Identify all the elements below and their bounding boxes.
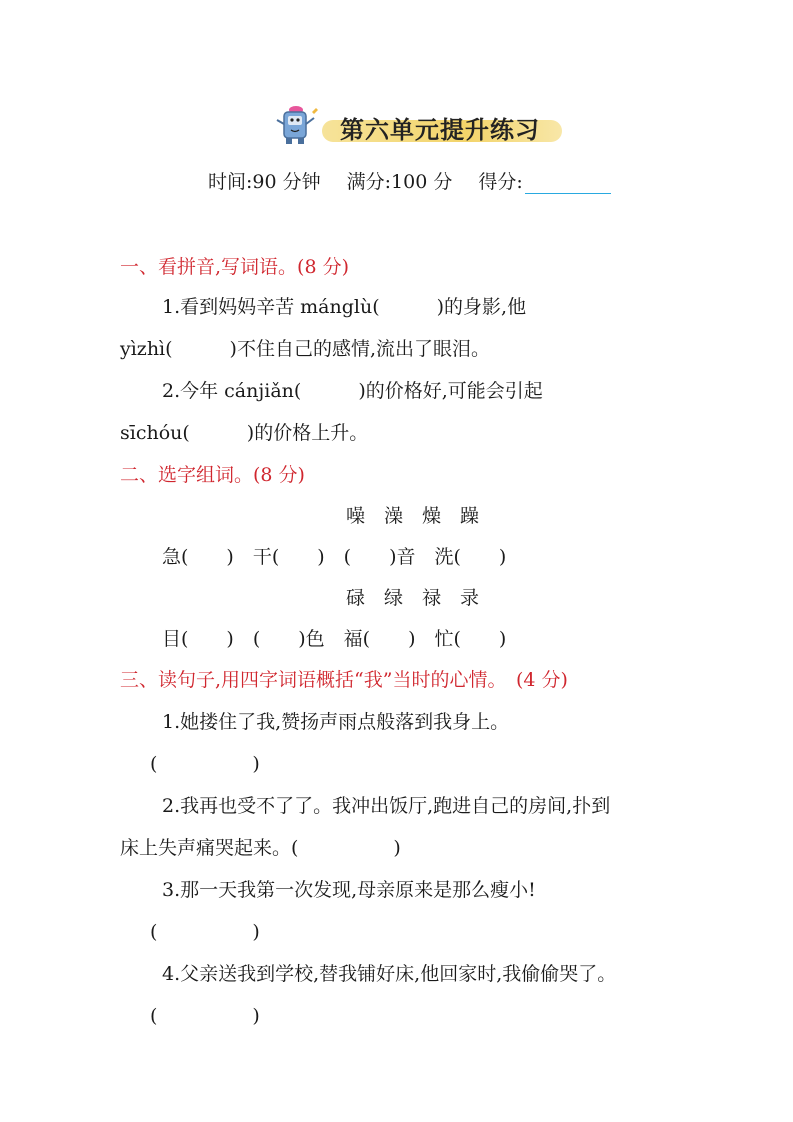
s3-sentence-2a: 2.我再也受不了了。我冲出饭厅,跑进自己的房间,扑到 <box>162 795 611 817</box>
s2-word-line-2: 目( ) ( )色 福( ) 忙( ) <box>162 628 507 650</box>
s3-sentence-4: 4.父亲送我到学校,替我铺好床,他回家时,我偷偷哭了。 <box>162 963 617 985</box>
s3-sentence-3: 3.那一天我第一次发现,母亲原来是那么瘦小! <box>162 879 536 901</box>
score-label: 得分: <box>478 171 523 193</box>
score-blank[interactable] <box>525 173 611 194</box>
meta-line <box>208 170 611 194</box>
title-banner <box>272 104 564 148</box>
time-label: 时间:90 分钟 <box>208 171 321 193</box>
s2-char-group-2: 碌 绿 禄 录 <box>346 587 480 609</box>
s1-line-1: 1.看到妈妈辛苦 mánglù( )的身影,他 <box>162 296 527 318</box>
section-2-heading: 二、选字组词。(8 分) <box>120 464 305 486</box>
s1-line-2: yìzhì( )不住自己的感情,流出了眼泪。 <box>120 338 490 360</box>
page-title: 第六单元提升练习 <box>340 115 540 144</box>
s1-line-4: sīchóu( )的价格上升。 <box>120 422 369 444</box>
s3-sentence-2b: 床上失声痛哭起来。( ) <box>120 837 401 859</box>
s1-line-3: 2.今年 cánjiǎn( )的价格好,可能会引起 <box>162 380 543 402</box>
s2-char-group-1: 噪 澡 燥 躁 <box>346 505 480 527</box>
s3-answer-3[interactable]: ( ) <box>150 921 260 943</box>
s2-word-line-1: 急( ) 干( ) ( )音 洗( ) <box>162 546 507 568</box>
section-1-heading: 一、看拼音,写词语。(8 分) <box>120 256 349 278</box>
s3-sentence-1: 1.她搂住了我,赞扬声雨点般落到我身上。 <box>162 711 510 733</box>
section-3-heading: 三、读句子,用四字词语概括“我”当时的心情。 (4 分) <box>120 669 568 691</box>
book-character-icon <box>272 104 322 148</box>
s3-answer-4[interactable]: ( ) <box>150 1005 260 1027</box>
full-score-label: 满分:100 分 <box>346 171 453 193</box>
s3-answer-1[interactable]: ( ) <box>150 753 260 775</box>
